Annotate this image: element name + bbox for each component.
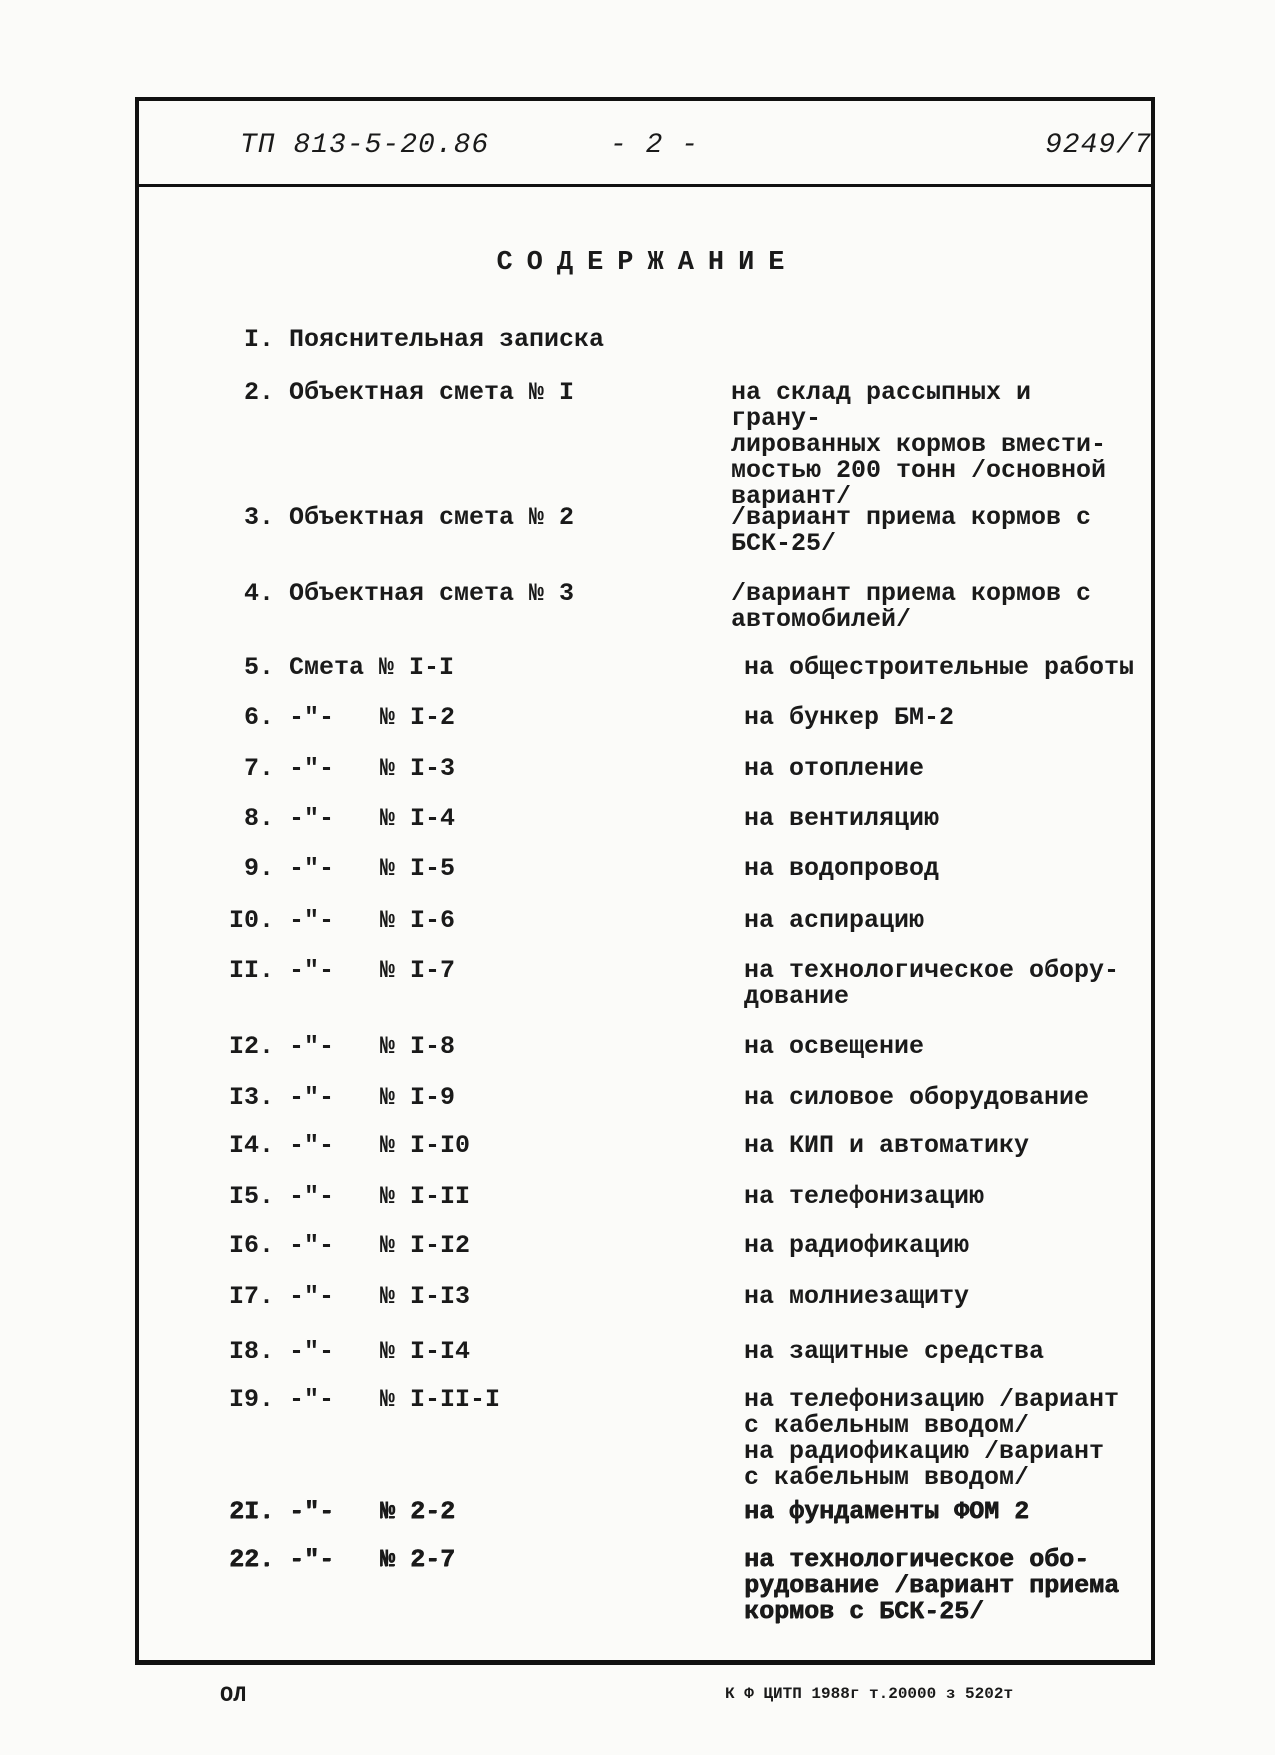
toc-item-ditto: -"- — [289, 1131, 335, 1160]
toc-item-description: на телефонизацию /вариант с кабельным вводом/ на радиофикацию /вариант с кабельным вводом/ — [744, 1385, 1120, 1492]
toc-item-number: I9. — [228, 1385, 274, 1414]
toc-item-code: № I-I0 — [380, 1131, 471, 1160]
toc-item-description: на бункер БМ-2 — [744, 703, 955, 732]
toc-item-number: 22. — [228, 1545, 274, 1574]
toc-item-description: на технологическое обору- дование — [744, 956, 1120, 1011]
toc-item-ditto: -"- — [289, 1545, 335, 1574]
toc-item-ditto: -"- — [289, 1385, 335, 1414]
toc-item-code: № I-4 — [380, 804, 456, 833]
toc-item-ditto: -"- — [289, 854, 335, 883]
toc-item-code: № 2-2 — [380, 1497, 456, 1526]
toc-item-code: № I-5 — [380, 854, 456, 883]
toc-item-description: на защитные средства — [744, 1337, 1045, 1366]
toc-item-number: 3. — [243, 503, 274, 532]
footer-print-info: К Ф ЦИТП 1988г т.20000 з 5202т — [725, 1685, 1014, 1703]
toc-item-number: II. — [228, 956, 274, 985]
toc-item-label: Объектная смета № 3 — [289, 579, 575, 608]
toc-item-description: на аспирацию — [744, 906, 925, 935]
page-title: СОДЕРЖАНИЕ — [496, 248, 799, 278]
toc-item-number: I6. — [228, 1231, 274, 1260]
inventory-number: 9249/7 — [1045, 130, 1152, 161]
toc-item-description: на вентиляцию — [744, 804, 940, 833]
toc-item-description: /вариант приема кормов с БСК-25/ — [731, 503, 1092, 558]
toc-item-ditto: -"- — [289, 754, 335, 783]
toc-item-ditto: -"- — [289, 703, 335, 732]
toc-item-ditto: -"- — [289, 1497, 335, 1526]
toc-item-code: № I-I3 — [380, 1282, 471, 1311]
toc-item-label: Объектная смета № 2 — [289, 503, 575, 532]
toc-item-description: на радиофикацию — [744, 1231, 970, 1260]
toc-item-description: на фундаменты ФОМ 2 — [744, 1497, 1030, 1526]
toc-item-code: № I-I4 — [380, 1337, 471, 1366]
toc-item-code: № I-II-I — [380, 1385, 501, 1414]
toc-item-number: 4. — [243, 579, 274, 608]
toc-item-number: I8. — [228, 1337, 274, 1366]
page-number: - 2 - — [610, 130, 700, 161]
toc-item-description: на общестроительные работы — [744, 653, 1135, 682]
toc-item-code: № 2-7 — [380, 1545, 456, 1574]
toc-item-ditto: -"- — [289, 1083, 335, 1112]
toc-item-ditto: -"- — [289, 1032, 335, 1061]
toc-item-number: I4. — [228, 1131, 274, 1160]
toc-item-number: 5. — [243, 653, 274, 682]
toc-item-code: № I-II — [380, 1182, 471, 1211]
toc-item-description: на КИП и автоматику — [744, 1131, 1030, 1160]
toc-item-ditto: -"- — [289, 1337, 335, 1366]
toc-item-description: на технологическое обо- рудование /вариант приема кормов с БСК-25/ — [744, 1545, 1120, 1626]
footer-mark: ОЛ — [220, 1683, 247, 1708]
toc-item-description: на освещение — [744, 1032, 925, 1061]
toc-item-number: I3. — [228, 1083, 274, 1112]
toc-item-ditto: -"- — [289, 956, 335, 985]
document-code: ТП 813-5-20.86 — [240, 130, 490, 161]
toc-item-description: на молниезащиту — [744, 1282, 970, 1311]
toc-item-label: Пояснительная записка — [289, 325, 605, 354]
toc-item-code: № I-8 — [380, 1032, 456, 1061]
toc-item-ditto: -"- — [289, 1182, 335, 1211]
toc-item-ditto: -"- — [289, 1282, 335, 1311]
toc-item-code: № I-7 — [380, 956, 456, 985]
toc-item-number: I7. — [228, 1282, 274, 1311]
toc-item-number: 7. — [243, 754, 274, 783]
toc-item-description: на телефонизацию — [744, 1182, 985, 1211]
toc-item-code: № I-6 — [380, 906, 456, 935]
toc-item-description: /вариант приема кормов с автомобилей/ — [731, 579, 1092, 634]
toc-item-description: на силовое оборудование — [744, 1083, 1090, 1112]
toc-item-ditto: -"- — [289, 1231, 335, 1260]
toc-item-ditto: -"- — [289, 906, 335, 935]
toc-item-description: на водопровод — [744, 854, 940, 883]
toc-item-code: № I-2 — [380, 703, 456, 732]
toc-item-code: № I-I2 — [380, 1231, 471, 1260]
toc-item-label: Смета № I-I — [289, 653, 455, 682]
toc-item-number: 9. — [243, 854, 274, 883]
toc-item-code: № I-3 — [380, 754, 456, 783]
toc-item-number: I5. — [228, 1182, 274, 1211]
toc-item-code: № I-9 — [380, 1083, 456, 1112]
header-divider — [135, 184, 1155, 187]
toc-item-description: на отопление — [744, 754, 925, 783]
toc-item-number: I. — [243, 325, 274, 354]
toc-item-number: I2. — [228, 1032, 274, 1061]
toc-item-number: 2I. — [228, 1497, 274, 1526]
toc-item-number: 2. — [243, 378, 274, 407]
toc-item-number: I0. — [228, 906, 274, 935]
toc-item-number: 8. — [243, 804, 274, 833]
toc-item-label: Объектная смета № I — [289, 378, 575, 407]
toc-item-description: на склад рассыпных и грану- лированных кормов вмести- мостью 200 тонн /основной вариант/ — [731, 378, 1107, 511]
toc-item-ditto: -"- — [289, 804, 335, 833]
toc-item-number: 6. — [243, 703, 274, 732]
